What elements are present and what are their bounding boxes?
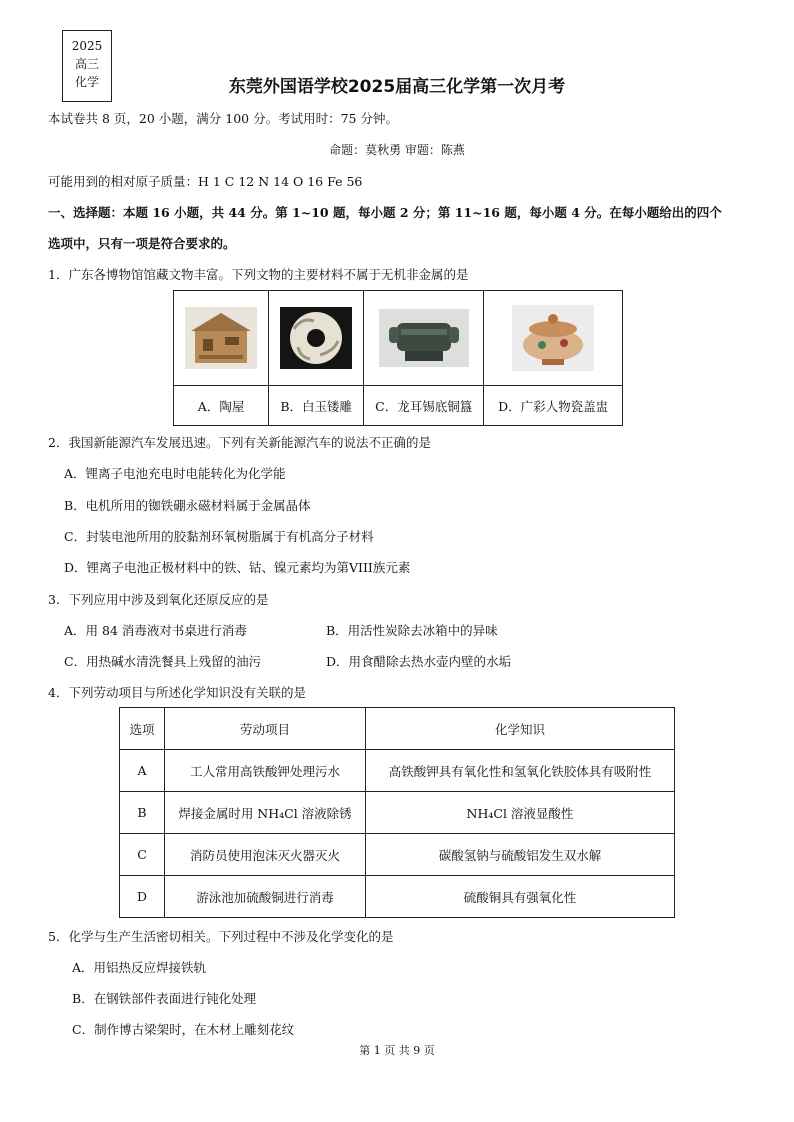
- q4-row-c-option: C: [120, 834, 165, 876]
- q4-row-b-knowledge: NH₄Cl 溶液显酸性: [366, 792, 675, 834]
- exam-info: 本试卷共 8 页，20 小题，满分 100 分。考试用时：75 分钟。: [48, 111, 398, 126]
- section1-line1: 一、选择题：本题 16 小题，共 44 分。第 1~10 题，每小题 2 分；第 11~16 题，每小题 4 分。在每小题给出的四个: [48, 205, 722, 220]
- table-row: [120, 876, 675, 918]
- q1-option-c: C．龙耳锡底铜簋: [364, 386, 484, 426]
- table-row: [120, 834, 675, 876]
- q1-stem: 1．广东各博物馆馆藏文物丰富。下列文物的主要材料不属于无机非金属的是: [48, 267, 469, 282]
- q5-option-b: B．在钢铁部件表面进行钝化处理: [72, 991, 257, 1006]
- q1-image-cell-c: [364, 291, 484, 386]
- q5-option-c: C．制作博古梁架时，在木材上雕刻花纹: [72, 1022, 295, 1037]
- exam-title: 东莞外国语学校2025届高三化学第一次月考: [228, 77, 566, 97]
- q4-stem: 4．下列劳动项目与所述化学知识没有关联的是: [48, 685, 306, 700]
- corner-grade: 高三: [74, 57, 99, 71]
- q1-image-cell-d: [484, 291, 623, 386]
- bronze-gui-image: [379, 309, 469, 367]
- q4-row-a-labor: 工人常用高铁酸钾处理污水: [165, 750, 366, 792]
- q2-option-d: D．锂离子电池正极材料中的铁、钴、镍元素均为第VIII族元素: [64, 560, 411, 575]
- q3-option-d: D．用食醋除去热水壶内壁的水垢: [326, 654, 512, 669]
- q4-row-b-option: B: [120, 792, 165, 834]
- white-jade-carving-image: [280, 307, 352, 369]
- q1-option-d: D．广彩人物瓷盖盅: [484, 386, 623, 426]
- q4-header-option: 选项: [120, 708, 165, 750]
- section1-line2: 选项中，只有一项是符合要求的。: [48, 236, 236, 251]
- q4-table: [119, 707, 675, 918]
- q1-option-b: B．白玉镂雕: [269, 386, 364, 426]
- q4-row-c-labor: 消防员使用泡沫灭火器灭火: [165, 834, 366, 876]
- q3-option-c: C．用热碱水清洗餐具上残留的油污: [64, 654, 262, 669]
- q3-stem: 3．下列应用中涉及到氧化还原反应的是: [48, 592, 269, 607]
- q4-row-a-option: A: [120, 750, 165, 792]
- q4-row-d-knowledge: 硫酸铜具有强氧化性: [366, 876, 675, 918]
- q1-image-cell-b: [269, 291, 364, 386]
- atomic-mass-line: 可能用到的相对原子质量：H 1 C 12 N 14 O 16 Fe 56: [48, 174, 363, 189]
- table-row: [120, 792, 675, 834]
- q2-option-a: A．锂离子电池充电时电能转化为化学能: [64, 466, 286, 481]
- q4-row-a-knowledge: 高铁酸钾具有氧化性和氢氧化铁胶体具有吸附性: [366, 750, 675, 792]
- q4-header-labor: 劳动项目: [165, 708, 366, 750]
- corner-year: 2025: [71, 39, 103, 53]
- pottery-house-image: [185, 307, 257, 369]
- table-row: [120, 750, 675, 792]
- q2-option-c: C．封装电池所用的胶黏剂环氧树脂属于有机高分子材料: [64, 529, 374, 544]
- q4-row-c-knowledge: 碳酸氢钠与硫酸铝发生双水解: [366, 834, 675, 876]
- q2-stem: 2．我国新能源汽车发展迅速。下列有关新能源汽车的说法不正确的是: [48, 435, 431, 450]
- q4-header-knowledge: 化学知识: [366, 708, 675, 750]
- q1-option-a: A．陶屋: [174, 386, 269, 426]
- q4-row-b-labor: 焊接金属时用 NH₄Cl 溶液除锈: [165, 792, 366, 834]
- porcelain-covered-cup-image: [512, 305, 594, 371]
- q2-option-b: B．电机所用的铷铁硼永磁材料属于金属晶体: [64, 498, 311, 513]
- q4-row-d-labor: 游泳池加硫酸铜进行消毒: [165, 876, 366, 918]
- q1-image-cell-a: [174, 291, 269, 386]
- q4-row-d-option: D: [120, 876, 165, 918]
- q5-stem: 5．化学与生产生活密切相关。下列过程中不涉及化学变化的是: [48, 929, 394, 944]
- q1-image-table: [173, 290, 623, 426]
- q3-option-a: A．用 84 消毒液对书桌进行消毒: [64, 623, 247, 638]
- exam-authors: 命题：莫秋勇 审题：陈燕: [329, 143, 465, 157]
- q4-header-row: [120, 708, 675, 750]
- page-footer: 第 1 页 共 9 页: [359, 1044, 435, 1057]
- q5-option-a: A．用铝热反应焊接铁轨: [72, 960, 207, 975]
- q3-option-b: B．用活性炭除去冰箱中的异味: [326, 623, 498, 638]
- corner-subject: 化学: [74, 75, 99, 89]
